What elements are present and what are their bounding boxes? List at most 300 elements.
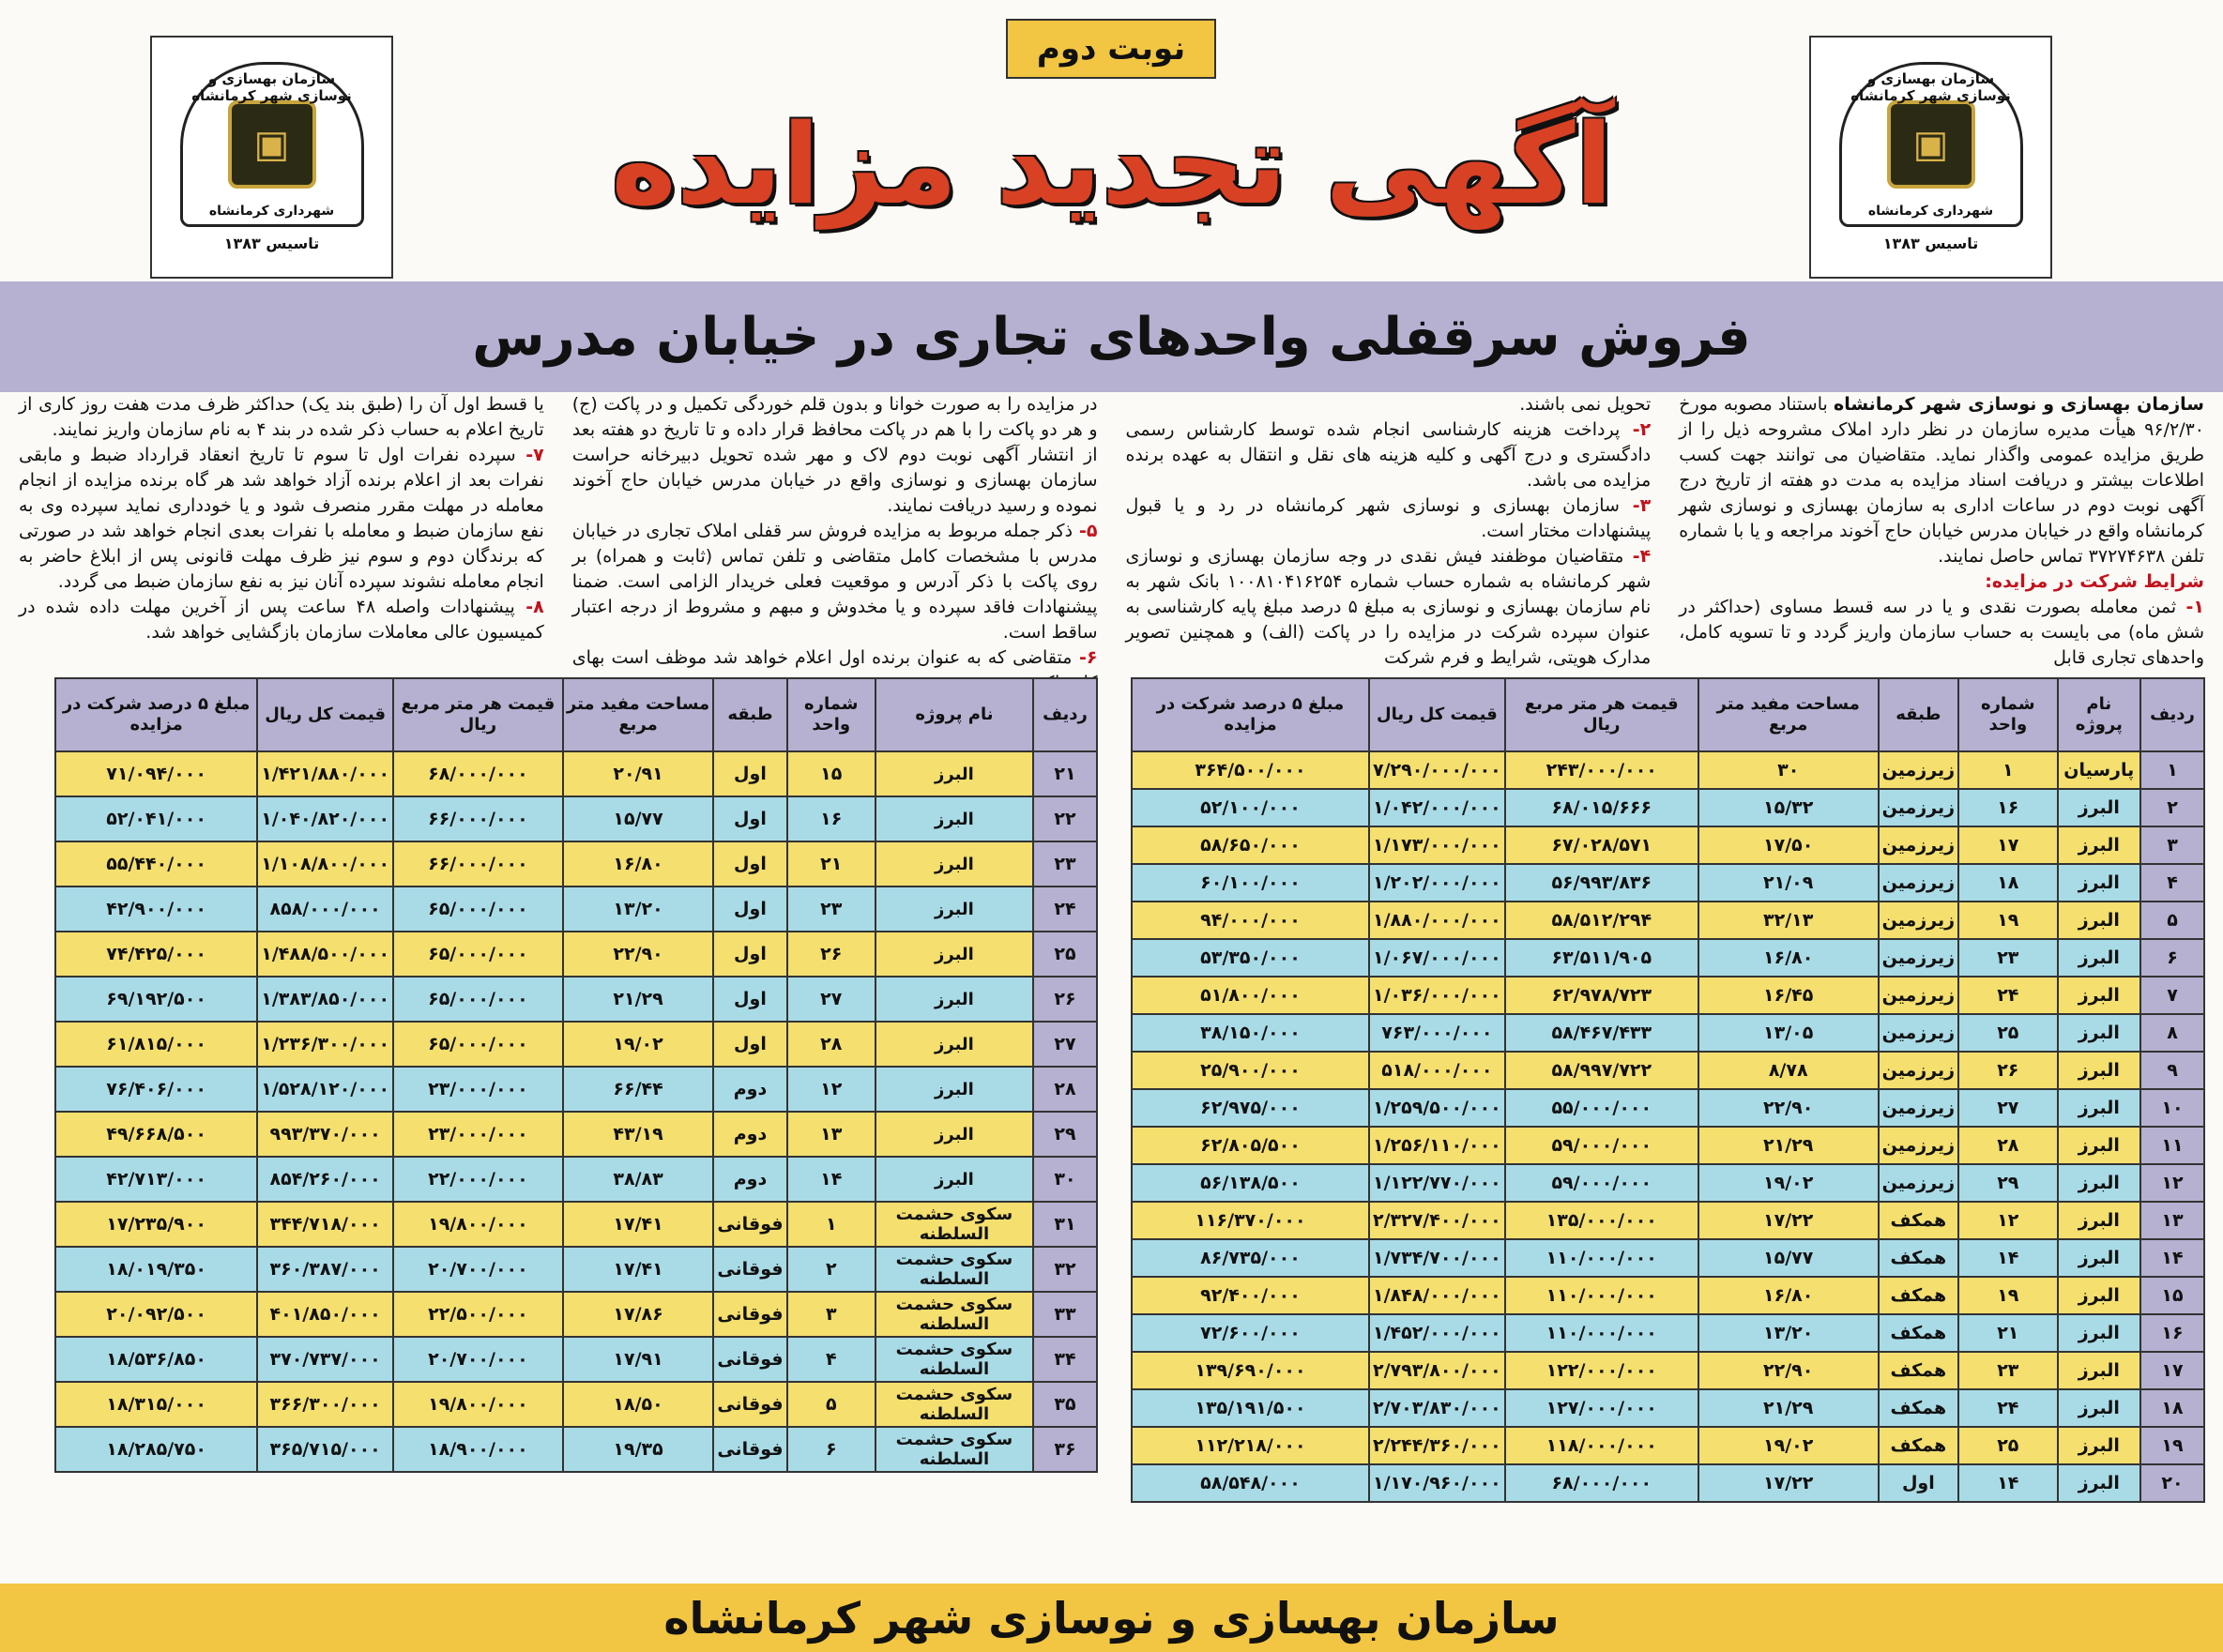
table-row xyxy=(1132,1464,2204,1502)
cell-project: سکوی حشمت السلطنه xyxy=(875,1202,1033,1247)
table-row xyxy=(1132,789,2204,826)
cell-unit: ۲۳ xyxy=(1958,939,2057,977)
cell-price-per-m2: ۱۹/۸۰۰/۰۰۰ xyxy=(393,1382,563,1427)
cell-total: ۳۷۰/۷۳۷/۰۰۰ xyxy=(257,1337,393,1382)
cell-area: ۲۲/۹۰ xyxy=(563,932,714,977)
cell-area: ۱۶/۸۰ xyxy=(1698,1277,1879,1314)
cell-deposit: ۳۶۴/۵۰۰/۰۰۰ xyxy=(1132,751,1369,789)
cell-price-per-m2: ۶۶/۰۰۰/۰۰۰ xyxy=(393,796,563,841)
col-header-row: ردیف xyxy=(1033,678,1097,751)
cell-unit: ۲ xyxy=(787,1247,875,1292)
cell-unit: ۱۷ xyxy=(1958,826,2057,864)
cell-price-per-m2: ۱۱۸/۰۰۰/۰۰۰ xyxy=(1505,1427,1698,1464)
logo-top-text: سازمان بهسازی و نوسازی شهر کرمانشاه xyxy=(1850,70,2011,104)
cell-unit: ۴ xyxy=(787,1337,875,1382)
cell-price-per-m2: ۶۸/۰۱۵/۶۶۶ xyxy=(1505,789,1698,826)
cell-row-number: ۷ xyxy=(2140,977,2204,1014)
cell-area: ۸/۷۸ xyxy=(1698,1052,1879,1089)
cell-floor: اول xyxy=(713,751,786,796)
cell-unit: ۱۹ xyxy=(1958,902,2057,939)
cell-project: البرز xyxy=(875,1157,1033,1202)
cell-total: ۱/۲۰۲/۰۰۰/۰۰۰ xyxy=(1369,864,1505,902)
logo-bottom-text: شهرداری کرمانشاه xyxy=(1867,204,1994,219)
table-row xyxy=(1132,1427,2204,1464)
cell-area: ۱۵/۷۷ xyxy=(563,796,714,841)
cell-row-number: ۳۵ xyxy=(1033,1382,1097,1427)
logo-established: تاسیس ۱۳۸۳ xyxy=(223,235,320,252)
cell-project: پارسیان xyxy=(2058,751,2140,789)
cell-row-number: ۲۸ xyxy=(1033,1067,1097,1112)
units-table xyxy=(1131,677,2205,1503)
condition-item-6: متقاضی که به عنوان برنده اول اعلام خواهد شد موظف است بهای xyxy=(571,647,1073,668)
cell-deposit: ۱۳۹/۶۹۰/۰۰۰ xyxy=(1132,1352,1369,1389)
table-row xyxy=(1132,864,2204,902)
cell-project: سکوی حشمت السلطنه xyxy=(875,1292,1033,1337)
logo-mark-icon: ▣ xyxy=(1887,100,1975,189)
cell-unit: ۱۵ xyxy=(787,751,875,796)
cell-floor: اول xyxy=(713,977,786,1022)
cell-project: البرز xyxy=(2058,1314,2140,1352)
cell-unit: ۲۷ xyxy=(787,977,875,1022)
cell-total: ۳۴۴/۷۱۸/۰۰۰ xyxy=(257,1202,393,1247)
cell-project: البرز xyxy=(875,1112,1033,1157)
cell-total: ۱/۱۲۲/۷۷۰/۰۰۰ xyxy=(1369,1164,1505,1202)
cell-unit: ۲۴ xyxy=(1958,1389,2057,1427)
cell-floor: دوم xyxy=(713,1112,786,1157)
cell-area: ۲۲/۹۰ xyxy=(1698,1352,1879,1389)
cell-total: ۱/۱۷۳/۰۰۰/۰۰۰ xyxy=(1369,826,1505,864)
cell-price-per-m2: ۶۸/۰۰۰/۰۰۰ xyxy=(393,751,563,796)
cell-row-number: ۱۸ xyxy=(2140,1389,2204,1427)
cell-row-number: ۱۶ xyxy=(2140,1314,2204,1352)
cell-unit: ۲۵ xyxy=(1958,1427,2057,1464)
cell-project: البرز xyxy=(2058,789,2140,826)
cell-project: البرز xyxy=(875,932,1033,977)
cell-area: ۱۹/۳۵ xyxy=(563,1427,714,1472)
table-row xyxy=(55,932,1097,977)
cell-area: ۱۷/۵۰ xyxy=(1698,826,1879,864)
cell-row-number: ۲۱ xyxy=(1033,751,1097,796)
cell-row-number: ۲۷ xyxy=(1033,1022,1097,1067)
table-body-right xyxy=(1132,751,2204,1502)
cell-row-number: ۳۶ xyxy=(1033,1427,1097,1472)
conditions-heading: شرایط شرکت در مزایده: xyxy=(1985,571,2204,592)
cell-deposit: ۵۶/۱۳۸/۵۰۰ xyxy=(1132,1164,1369,1202)
cell-deposit: ۵۲/۰۴۱/۰۰۰ xyxy=(55,796,257,841)
cell-row-number: ۲۳ xyxy=(1033,841,1097,887)
cell-row-number: ۳۰ xyxy=(1033,1157,1097,1202)
cell-unit: ۱۲ xyxy=(787,1067,875,1112)
cell-price-per-m2: ۶۸/۰۰۰/۰۰۰ xyxy=(1505,1464,1698,1502)
page-title: آگهی تجدید مزایده xyxy=(611,99,1613,229)
cell-floor: همکف xyxy=(1879,1202,1958,1239)
cell-project: البرز xyxy=(2058,1164,2140,1202)
cell-project: البرز xyxy=(875,751,1033,796)
item-number: ۶- xyxy=(1072,647,1098,668)
cell-unit: ۲۳ xyxy=(1958,1352,2057,1389)
cell-total: ۲/۷۰۳/۸۳۰/۰۰۰ xyxy=(1369,1389,1505,1427)
cell-area: ۱۷/۲۲ xyxy=(1698,1202,1879,1239)
cell-row-number: ۱۷ xyxy=(2140,1352,2204,1389)
cell-floor: همکف xyxy=(1879,1427,1958,1464)
cell-project: البرز xyxy=(2058,902,2140,939)
col-header-area: مساحت مفید متر مربع xyxy=(563,678,714,751)
cell-floor: زیرزمین xyxy=(1879,1089,1958,1127)
cell-row-number: ۲۴ xyxy=(1033,887,1097,932)
cell-project: البرز xyxy=(875,841,1033,887)
table-row xyxy=(55,1247,1097,1292)
cell-total: ۱/۰۳۶/۰۰۰/۰۰۰ xyxy=(1369,977,1505,1014)
cell-project: البرز xyxy=(2058,826,2140,864)
cell-floor: فوقانی xyxy=(713,1427,786,1472)
table-row xyxy=(55,841,1097,887)
cell-deposit: ۶۲/۹۷۵/۰۰۰ xyxy=(1132,1089,1369,1127)
cell-price-per-m2: ۵۸/۹۹۷/۷۲۲ xyxy=(1505,1052,1698,1089)
table-row xyxy=(1132,1239,2204,1277)
cell-row-number: ۱۰ xyxy=(2140,1089,2204,1127)
cell-deposit: ۵۳/۳۵۰/۰۰۰ xyxy=(1132,939,1369,977)
cell-deposit: ۱۳۵/۱۹۱/۵۰۰ xyxy=(1132,1389,1369,1427)
cell-area: ۱۳/۰۵ xyxy=(1698,1014,1879,1052)
cell-deposit: ۷۲/۶۰۰/۰۰۰ xyxy=(1132,1314,1369,1352)
cell-price-per-m2: ۵۹/۰۰۰/۰۰۰ xyxy=(1505,1127,1698,1164)
cell-price-per-m2: ۱۸/۹۰۰/۰۰۰ xyxy=(393,1427,563,1472)
cell-area: ۶۶/۴۴ xyxy=(563,1067,714,1112)
cell-floor: زیرزمین xyxy=(1879,1014,1958,1052)
units-table xyxy=(54,677,1098,1473)
cell-price-per-m2: ۶۵/۰۰۰/۰۰۰ xyxy=(393,977,563,1022)
cell-project: البرز xyxy=(2058,1052,2140,1089)
cell-floor: همکف xyxy=(1879,1352,1958,1389)
cell-unit: ۲۶ xyxy=(1958,1052,2057,1089)
cell-total: ۷/۲۹۰/۰۰۰/۰۰۰ xyxy=(1369,751,1505,789)
cell-unit: ۱ xyxy=(787,1202,875,1247)
table-row xyxy=(1132,1127,2204,1164)
condition-item-2: پرداخت هزینه کارشناسی انجام شده توسط کارشناس رسمی دادگستری و درج آگهی و کلیه هزینه های نقل و انتقال به عهده برنده مزایده می باشد. xyxy=(1125,419,1652,491)
cell-row-number: ۲۹ xyxy=(1033,1112,1097,1157)
cell-deposit: ۳۸/۱۵۰/۰۰۰ xyxy=(1132,1014,1369,1052)
item-number: ۵- xyxy=(1073,521,1098,541)
units-table-right xyxy=(1131,677,2205,1550)
cell-total: ۹۹۳/۳۷۰/۰۰۰ xyxy=(257,1112,393,1157)
cell-row-number: ۱۱ xyxy=(2140,1127,2204,1164)
cell-deposit: ۹۲/۴۰۰/۰۰۰ xyxy=(1132,1277,1369,1314)
cell-unit: ۲۶ xyxy=(787,932,875,977)
cell-area: ۱۶/۸۰ xyxy=(563,841,714,887)
cell-unit: ۲۵ xyxy=(1958,1014,2057,1052)
cell-deposit: ۹۴/۰۰۰/۰۰۰ xyxy=(1132,902,1369,939)
table-row xyxy=(55,1382,1097,1427)
cell-price-per-m2: ۱۹/۸۰۰/۰۰۰ xyxy=(393,1202,563,1247)
ad-header xyxy=(0,0,2223,281)
cell-price-per-m2: ۶۷/۰۲۸/۵۷۱ xyxy=(1505,826,1698,864)
table-row xyxy=(1132,1089,2204,1127)
cell-unit: ۱۴ xyxy=(1958,1239,2057,1277)
col-header-deposit: مبلغ ۵ درصد شرکت در مزایده xyxy=(55,678,257,751)
cell-deposit: ۲۵/۹۰۰/۰۰۰ xyxy=(1132,1052,1369,1089)
table-row xyxy=(1132,1314,2204,1352)
cell-unit: ۵ xyxy=(787,1382,875,1427)
table-row xyxy=(1132,1352,2204,1389)
cell-price-per-m2: ۲۴۳/۰۰۰/۰۰۰ xyxy=(1505,751,1698,789)
cell-area: ۲۱/۰۹ xyxy=(1698,864,1879,902)
cell-project: البرز xyxy=(2058,1127,2140,1164)
cell-row-number: ۲۵ xyxy=(1033,932,1097,977)
cell-total: ۸۵۴/۲۶۰/۰۰۰ xyxy=(257,1157,393,1202)
item-number: ۲- xyxy=(1620,419,1652,440)
condition-item-3: سازمان بهسازی و نوسازی شهر کرمانشاه در رد و یا قبول پیشنهادات مختار است. xyxy=(1125,495,1652,541)
cell-price-per-m2: ۱۲۷/۰۰۰/۰۰۰ xyxy=(1505,1389,1698,1427)
item-number: ۸- xyxy=(514,597,544,617)
cell-area: ۲۱/۲۹ xyxy=(563,977,714,1022)
cell-unit: ۱۳ xyxy=(787,1112,875,1157)
cell-unit: ۲۹ xyxy=(1958,1164,2057,1202)
cell-project: البرز xyxy=(875,1022,1033,1067)
col-header-floor: طبقه xyxy=(713,678,786,751)
col-header-price-per-m2: قیمت هر متر مربع ریال xyxy=(1505,678,1698,751)
cell-floor: زیرزمین xyxy=(1879,751,1958,789)
cell-floor: اول xyxy=(713,796,786,841)
cell-area: ۱۳/۲۰ xyxy=(563,887,714,932)
cell-total: ۱/۴۲۱/۸۸۰/۰۰۰ xyxy=(257,751,393,796)
intro-org-name: سازمان بهسازی و نوسازی شهر کرمانشاه xyxy=(1834,394,2204,415)
cell-price-per-m2: ۵۸/۵۱۲/۲۹۴ xyxy=(1505,902,1698,939)
cell-area: ۳۸/۸۳ xyxy=(563,1157,714,1202)
cell-area: ۳۰ xyxy=(1698,751,1879,789)
col-header-total: قیمت کل ریال xyxy=(1369,678,1505,751)
logo-bottom-text: شهرداری کرمانشاه xyxy=(208,204,335,219)
cell-row-number: ۳ xyxy=(2140,826,2204,864)
table-body-left xyxy=(55,751,1097,1472)
table-row xyxy=(55,1112,1097,1157)
cell-unit: ۲۷ xyxy=(1958,1089,2057,1127)
cell-price-per-m2: ۶۵/۰۰۰/۰۰۰ xyxy=(393,887,563,932)
cell-project: البرز xyxy=(875,796,1033,841)
table-row xyxy=(1132,977,2204,1014)
cell-floor: فوقانی xyxy=(713,1292,786,1337)
cell-floor: همکف xyxy=(1879,1389,1958,1427)
cell-total: ۷۶۳/۰۰۰/۰۰۰ xyxy=(1369,1014,1505,1052)
ad-footer xyxy=(0,1584,2223,1652)
cell-project: البرز xyxy=(2058,1014,2140,1052)
cell-unit: ۲۸ xyxy=(787,1022,875,1067)
cell-project: البرز xyxy=(2058,1089,2140,1127)
cell-deposit: ۵۸/۶۵۰/۰۰۰ xyxy=(1132,826,1369,864)
table-row xyxy=(1132,1164,2204,1202)
cell-unit: ۳ xyxy=(787,1292,875,1337)
cell-area: ۱۷/۴۱ xyxy=(563,1247,714,1292)
cell-area: ۱۶/۴۵ xyxy=(1698,977,1879,1014)
table-row xyxy=(1132,939,2204,977)
cell-total: ۳۶۶/۳۰۰/۰۰۰ xyxy=(257,1382,393,1427)
item-number: ۴- xyxy=(1623,546,1652,567)
condition-item-8: پیشنهادات واصله ۴۸ ساعت پس از آخرین مهلت داده شده در کمیسیون عالی معاملات سازمان بازگشایی خواهد شد. xyxy=(19,597,544,643)
condition-item-4: متقاضیان موظفند فیش نقدی در وجه سازمان بهسازی و نوسازی شهر کرمانشاه به شماره حساب شماره ۱۰۰۸۱۰۴۱۶۲۵۴ بانک شهر به نام سازمان بهسازی و نوسازی به مبلغ ۵ درصد مبلغ پایه کارشناسی به عنوان سپرده شرکت در مزایده را در پاکت (الف) و همچنین تصویر مدارک هویتی، شرایط و فرم شرکت xyxy=(1125,546,1652,668)
table-row xyxy=(55,1067,1097,1112)
cell-price-per-m2: ۶۳/۵۱۱/۹۰۵ xyxy=(1505,939,1698,977)
cell-total: ۱/۲۵۹/۵۰۰/۰۰۰ xyxy=(1369,1089,1505,1127)
cell-deposit: ۱۱۶/۳۷۰/۰۰۰ xyxy=(1132,1202,1369,1239)
table-row xyxy=(1132,1389,2204,1427)
condition-item-1: ثمن معامله بصورت نقدی و یا در سه قسط مساوی (حداکثر در شش ماه) می بایست به حساب سازمان واریز گردد و تا تسویه کامل، واحدهای تجاری قابل xyxy=(1679,597,2204,668)
cell-total: ۱/۲۳۶/۳۰۰/۰۰۰ xyxy=(257,1022,393,1067)
cell-unit: ۱۸ xyxy=(1958,864,2057,902)
cell-price-per-m2: ۶۶/۰۰۰/۰۰۰ xyxy=(393,841,563,887)
cell-row-number: ۲ xyxy=(2140,789,2204,826)
cell-price-per-m2: ۵۸/۴۶۷/۴۳۳ xyxy=(1505,1014,1698,1052)
table-row xyxy=(1132,1052,2204,1089)
cell-project: البرز xyxy=(875,977,1033,1022)
cell-total: ۲/۳۲۷/۴۰۰/۰۰۰ xyxy=(1369,1202,1505,1239)
cell-row-number: ۶ xyxy=(2140,939,2204,977)
cell-total: ۱/۰۴۰/۸۲۰/۰۰۰ xyxy=(257,796,393,841)
cell-total: ۴۰۱/۸۵۰/۰۰۰ xyxy=(257,1292,393,1337)
condition-item-4-cont: در مزایده را به صورت خوانا و بدون قلم خوردگی تکمیل و در پاکت (ج) و هر دو پاکت را با هم در پاکت محافظ قرار داده و تا تاریخ دو هفته بعد از انتشار آگهی نوبت دوم لاک و مهر شده تحویل دبیرخانه حراست سازمان بهسازی و نوسازی واقع در خیابان مدرس خیابان حاج آخوند نموده و رسید دریافت نمایند. xyxy=(571,394,1098,516)
cell-project: البرز xyxy=(2058,1352,2140,1389)
col-header-price-per-m2: قیمت هر متر مربع ریال xyxy=(393,678,563,751)
cell-price-per-m2: ۱۱۰/۰۰۰/۰۰۰ xyxy=(1505,1277,1698,1314)
footer-org-name: سازمان بهسازی و نوسازی شهر کرمانشاه xyxy=(663,1592,1560,1644)
org-logo-right xyxy=(1809,36,2052,279)
col-header-total: قیمت کل ریال xyxy=(257,678,393,751)
cell-price-per-m2: ۵۵/۰۰۰/۰۰۰ xyxy=(1505,1089,1698,1127)
cell-deposit: ۷۱/۰۹۴/۰۰۰ xyxy=(55,751,257,796)
cell-floor: اول xyxy=(1879,1464,1958,1502)
cell-total: ۱/۴۵۲/۰۰۰/۰۰۰ xyxy=(1369,1314,1505,1352)
cell-price-per-m2: ۵۶/۹۹۳/۸۳۶ xyxy=(1505,864,1698,902)
table-row xyxy=(1132,826,2204,864)
cell-area: ۲۲/۹۰ xyxy=(1698,1089,1879,1127)
logo-mark-icon: ▣ xyxy=(228,100,316,189)
cell-deposit: ۴۹/۶۶۸/۵۰۰ xyxy=(55,1112,257,1157)
cell-unit: ۱۴ xyxy=(1958,1464,2057,1502)
cell-row-number: ۲۰ xyxy=(2140,1464,2204,1502)
cell-price-per-m2: ۲۲/۰۰۰/۰۰۰ xyxy=(393,1157,563,1202)
cell-floor: دوم xyxy=(713,1157,786,1202)
cell-deposit: ۸۶/۷۳۵/۰۰۰ xyxy=(1132,1239,1369,1277)
table-row xyxy=(55,1427,1097,1472)
cell-deposit: ۱۸/۲۸۵/۷۵۰ xyxy=(55,1427,257,1472)
cell-area: ۱۹/۰۲ xyxy=(563,1022,714,1067)
cell-price-per-m2: ۲۳/۰۰۰/۰۰۰ xyxy=(393,1112,563,1157)
cell-deposit: ۱۸/۵۳۶/۸۵۰ xyxy=(55,1337,257,1382)
condition-item-1-cont: تحویل نمی باشند. xyxy=(1519,394,1652,415)
logo-established: تاسیس ۱۳۸۳ xyxy=(1882,235,1979,252)
cell-price-per-m2: ۲۳/۰۰۰/۰۰۰ xyxy=(393,1067,563,1112)
cell-row-number: ۲۲ xyxy=(1033,796,1097,841)
cell-floor: زیرزمین xyxy=(1879,902,1958,939)
item-number: ۱- xyxy=(2176,597,2204,617)
cell-floor: همکف xyxy=(1879,1314,1958,1352)
cell-deposit: ۱۸/۳۱۵/۰۰۰ xyxy=(55,1382,257,1427)
logo-top-text: سازمان بهسازی و نوسازی شهر کرمانشاه xyxy=(191,70,352,104)
table-row xyxy=(1132,1014,2204,1052)
cell-price-per-m2: ۲۰/۷۰۰/۰۰۰ xyxy=(393,1337,563,1382)
cell-floor: زیرزمین xyxy=(1879,1164,1958,1202)
cell-area: ۱۷/۸۶ xyxy=(563,1292,714,1337)
cell-floor: فوقانی xyxy=(713,1247,786,1292)
cell-price-per-m2: ۱۱۰/۰۰۰/۰۰۰ xyxy=(1505,1314,1698,1352)
cell-unit: ۲۴ xyxy=(1958,977,2057,1014)
condition-item-6-cont: یا قسط اول آن را (طبق بند یک) حداکثر ظرف مدت هفت روز کاری از تاریخ اعلام به حساب ذکر شده در بند ۴ به نام سازمان واریز نمایند. xyxy=(19,394,544,440)
text-column-4 xyxy=(19,392,544,674)
round-badge: نوبت دوم xyxy=(1006,19,1216,79)
cell-total: ۱/۷۳۴/۷۰۰/۰۰۰ xyxy=(1369,1239,1505,1277)
cell-project: البرز xyxy=(875,887,1033,932)
table-row xyxy=(55,887,1097,932)
terms-columns xyxy=(19,392,2204,674)
cell-total: ۱/۰۴۲/۰۰۰/۰۰۰ xyxy=(1369,789,1505,826)
cell-project: سکوی حشمت السلطنه xyxy=(875,1382,1033,1427)
cell-area: ۱۵/۷۷ xyxy=(1698,1239,1879,1277)
cell-area: ۱۹/۰۲ xyxy=(1698,1164,1879,1202)
cell-floor: زیرزمین xyxy=(1879,826,1958,864)
cell-deposit: ۲۰/۰۹۲/۵۰۰ xyxy=(55,1292,257,1337)
cell-deposit: ۷۴/۴۲۵/۰۰۰ xyxy=(55,932,257,977)
table-header-row xyxy=(55,678,1097,751)
cell-area: ۱۸/۵۰ xyxy=(563,1382,714,1427)
cell-deposit: ۶۰/۱۰۰/۰۰۰ xyxy=(1132,864,1369,902)
cell-price-per-m2: ۵۹/۰۰۰/۰۰۰ xyxy=(1505,1164,1698,1202)
cell-floor: فوقانی xyxy=(713,1337,786,1382)
cell-project: سکوی حشمت السلطنه xyxy=(875,1247,1033,1292)
cell-area: ۱۶/۸۰ xyxy=(1698,939,1879,977)
cell-price-per-m2: ۱۲۲/۰۰۰/۰۰۰ xyxy=(1505,1352,1698,1389)
cell-row-number: ۳۱ xyxy=(1033,1202,1097,1247)
cell-floor: همکف xyxy=(1879,1277,1958,1314)
cell-project: البرز xyxy=(2058,1239,2140,1277)
table-row xyxy=(55,1337,1097,1382)
cell-total: ۱/۲۵۶/۱۱۰/۰۰۰ xyxy=(1369,1127,1505,1164)
cell-total: ۸۵۸/۰۰۰/۰۰۰ xyxy=(257,887,393,932)
table-row xyxy=(55,977,1097,1022)
cell-project: البرز xyxy=(2058,1277,2140,1314)
cell-price-per-m2: ۶۲/۹۷۸/۷۲۳ xyxy=(1505,977,1698,1014)
cell-deposit: ۵۲/۱۰۰/۰۰۰ xyxy=(1132,789,1369,826)
cell-row-number: ۱۹ xyxy=(2140,1427,2204,1464)
table-row xyxy=(1132,1202,2204,1239)
cell-total: ۱/۸۸۰/۰۰۰/۰۰۰ xyxy=(1369,902,1505,939)
cell-floor: زیرزمین xyxy=(1879,1127,1958,1164)
cell-deposit: ۵۵/۴۴۰/۰۰۰ xyxy=(55,841,257,887)
cell-unit: ۲۱ xyxy=(1958,1314,2057,1352)
cell-floor: اول xyxy=(713,887,786,932)
cell-deposit: ۶۹/۱۹۲/۵۰۰ xyxy=(55,977,257,1022)
table-row xyxy=(55,1157,1097,1202)
table-row xyxy=(55,1022,1097,1067)
cell-area: ۲۱/۲۹ xyxy=(1698,1389,1879,1427)
cell-project: البرز xyxy=(2058,864,2140,902)
col-header-row: ردیف xyxy=(2140,678,2204,751)
org-logo-left xyxy=(150,36,393,279)
cell-project: سکوی حشمت السلطنه xyxy=(875,1337,1033,1382)
cell-project: البرز xyxy=(875,1067,1033,1112)
cell-area: ۱۹/۰۲ xyxy=(1698,1427,1879,1464)
table-header-row xyxy=(1132,678,2204,751)
cell-total: ۱/۳۸۳/۸۵۰/۰۰۰ xyxy=(257,977,393,1022)
cell-deposit: ۶۲/۸۰۵/۵۰۰ xyxy=(1132,1127,1369,1164)
cell-total: ۵۱۸/۰۰۰/۰۰۰ xyxy=(1369,1052,1505,1089)
cell-deposit: ۱۸/۰۱۹/۳۵۰ xyxy=(55,1247,257,1292)
cell-floor: زیرزمین xyxy=(1879,939,1958,977)
cell-row-number: ۱۴ xyxy=(2140,1239,2204,1277)
cell-row-number: ۱۳ xyxy=(2140,1202,2204,1239)
cell-unit: ۲۳ xyxy=(787,887,875,932)
cell-row-number: ۴ xyxy=(2140,864,2204,902)
cell-unit: ۱۶ xyxy=(787,796,875,841)
cell-price-per-m2: ۶۵/۰۰۰/۰۰۰ xyxy=(393,1022,563,1067)
cell-total: ۲/۷۹۳/۸۰۰/۰۰۰ xyxy=(1369,1352,1505,1389)
